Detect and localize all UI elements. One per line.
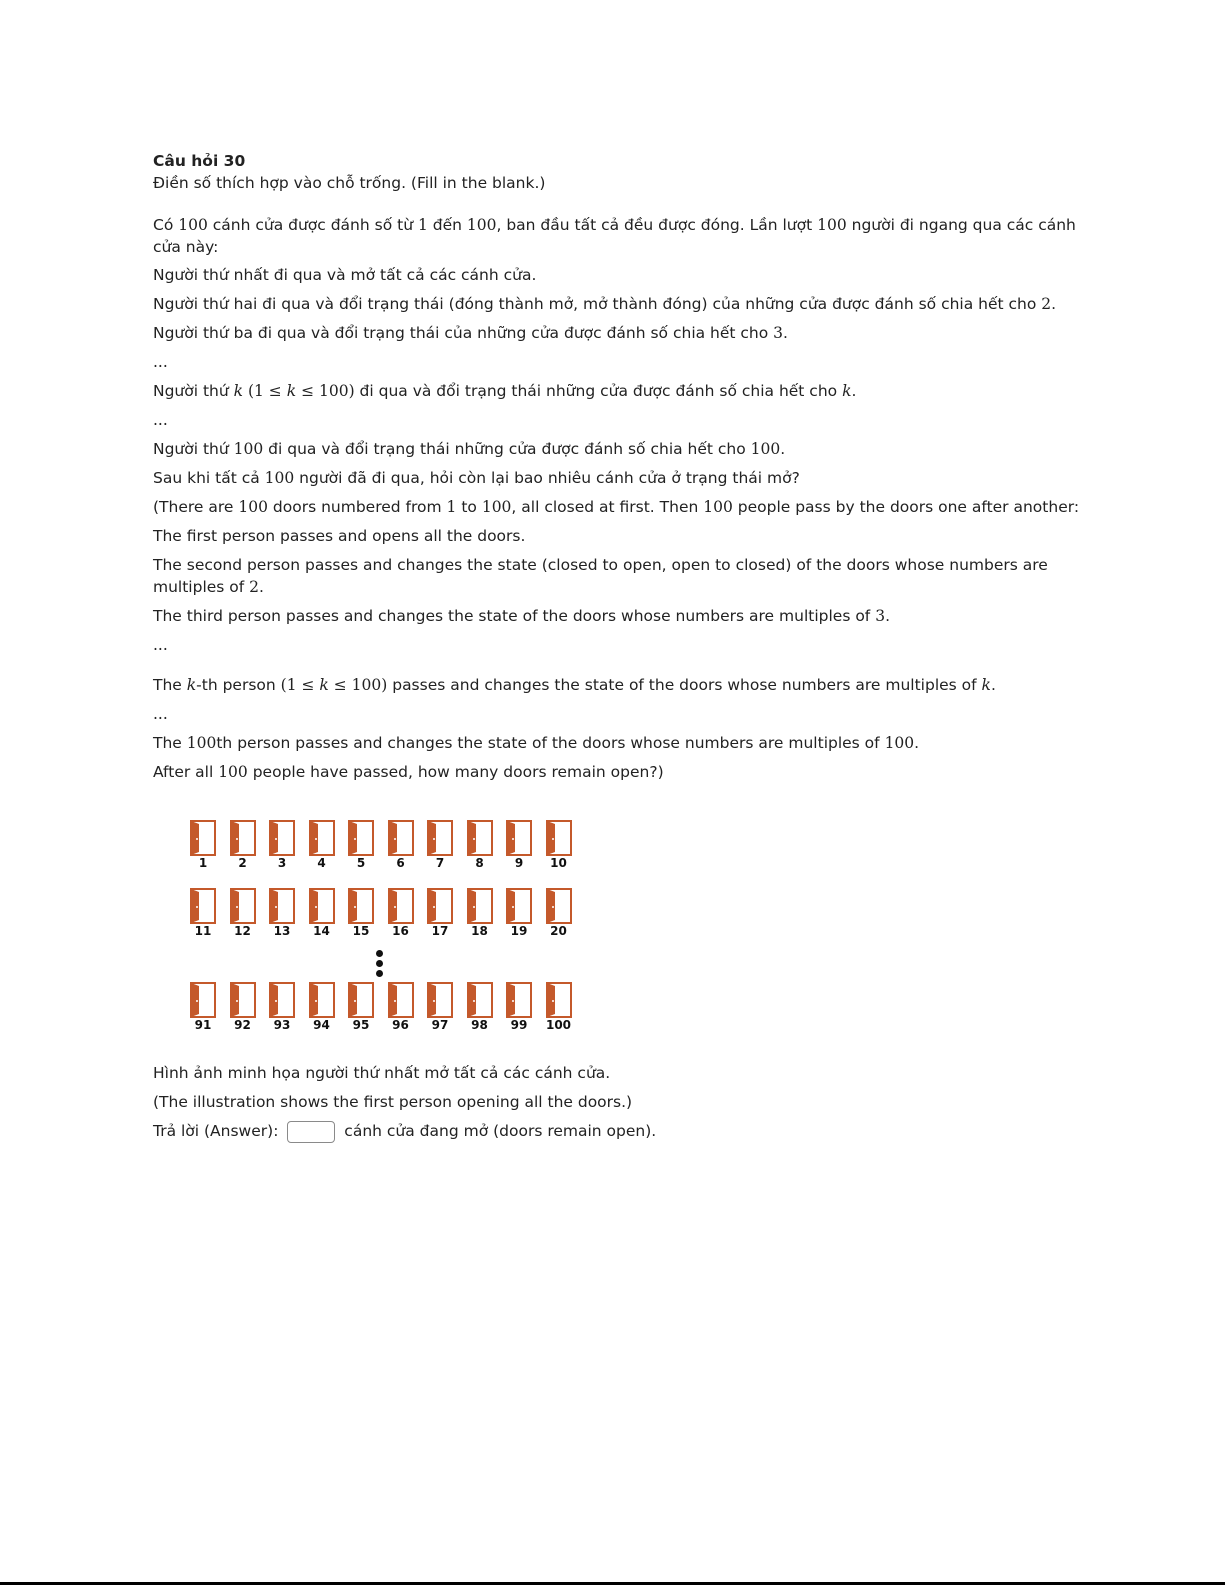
- en-question: After all 100 people have passed, how many doors remain open?): [153, 763, 664, 781]
- door-number: 93: [273, 1018, 291, 1032]
- en-person-2-line-1: The second person passes and changes the state (closed to open, open to closed) of the doors whose numbers are: [153, 556, 1048, 574]
- open-door-icon: [269, 982, 295, 1032]
- door-number: 13: [273, 924, 291, 938]
- question-title: Câu hỏi 30: [153, 152, 246, 170]
- open-door-icon: [190, 820, 216, 870]
- door-number: 15: [352, 924, 370, 938]
- open-door-icon: [348, 820, 374, 870]
- door-number: 94: [313, 1018, 330, 1032]
- door-number: 98: [471, 1018, 488, 1032]
- door-number: 16: [392, 924, 409, 938]
- vi-intro-line-2: cửa này:: [153, 238, 219, 256]
- door-number: 7: [435, 856, 445, 870]
- vi-person-100: Người thứ 100 đi qua và đổi trạng thái những cửa được đánh số chia hết cho 100.: [153, 440, 786, 458]
- door-number: 19: [510, 924, 528, 938]
- door-number: 18: [471, 924, 488, 938]
- open-door-icon: [467, 888, 493, 938]
- open-door-icon: [388, 820, 414, 870]
- answer-input[interactable]: [287, 1121, 335, 1143]
- answer-prefix: Trả lời (Answer):: [153, 1122, 279, 1140]
- door-number: 5: [356, 856, 366, 870]
- door-number: 11: [194, 924, 212, 938]
- open-door-icon: [230, 888, 256, 938]
- answer-row: [153, 1120, 656, 1143]
- open-door-icon: [309, 982, 335, 1032]
- open-door-icon: [190, 982, 216, 1032]
- open-door-icon: [309, 888, 335, 938]
- en-person-1: The first person passes and opens all the doors.: [153, 527, 526, 545]
- door-number: 96: [392, 1018, 409, 1032]
- open-door-icon: [546, 982, 572, 1032]
- door-number: 91: [194, 1018, 212, 1032]
- door-number: 6: [396, 856, 405, 870]
- open-door-icon: [348, 888, 374, 938]
- doors-illustration: [190, 820, 590, 1040]
- vi-ellipsis-1: ...: [153, 353, 168, 371]
- open-door-icon: [546, 888, 572, 938]
- door-number: 100: [545, 1018, 572, 1032]
- answer-suffix: cánh cửa đang mở (doors remain open).: [344, 1122, 657, 1140]
- door-number: 99: [510, 1018, 528, 1032]
- door-number: 97: [431, 1018, 449, 1032]
- vi-person-3: Người thứ ba đi qua và đổi trạng thái của những cửa được đánh số chia hết cho 3.: [153, 324, 788, 342]
- open-door-icon: [269, 820, 295, 870]
- figure-caption-vi: Hình ảnh minh họa người thứ nhất mở tất cả các cánh cửa.: [153, 1064, 611, 1082]
- open-door-icon: [427, 820, 453, 870]
- open-door-icon: [230, 820, 256, 870]
- door-number: 12: [234, 924, 251, 938]
- open-door-icon: [388, 888, 414, 938]
- open-door-icon: [427, 888, 453, 938]
- open-door-icon: [467, 820, 493, 870]
- door-number: 4: [317, 856, 326, 870]
- door-number: 3: [277, 856, 287, 870]
- door-number: 20: [550, 924, 567, 938]
- vi-person-k: Người thứ k (1 ≤ k ≤ 100) đi qua và đổi trạng thái những cửa được đánh số chia hết cho k.: [153, 382, 857, 400]
- open-door-icon: [506, 820, 532, 870]
- door-number: 8: [475, 856, 484, 870]
- open-door-icon: [506, 982, 532, 1032]
- open-door-icon: [506, 888, 532, 938]
- door-number: 1: [198, 856, 208, 870]
- open-door-icon: [388, 982, 414, 1032]
- vi-person-1: Người thứ nhất đi qua và mở tất cả các cánh cửa.: [153, 266, 537, 284]
- en-ellipsis-1: ...: [153, 636, 168, 654]
- door-number: 9: [514, 856, 524, 870]
- open-door-icon: [427, 982, 453, 1032]
- en-ellipsis-2: ...: [153, 705, 168, 723]
- vertical-ellipsis-icon: [376, 950, 386, 980]
- vi-question: Sau khi tất cả 100 người đã đi qua, hỏi còn lại bao nhiêu cánh cửa ở trạng thái mở?: [153, 469, 800, 487]
- en-intro: (There are 100 doors numbered from 1 to 100, all closed at first. Then 100 people pass by the doors one after another:: [153, 498, 1080, 516]
- open-door-icon: [309, 820, 335, 870]
- open-door-icon: [348, 982, 374, 1032]
- question-content: [153, 150, 1080, 783]
- open-door-icon: [230, 982, 256, 1032]
- question-instruction: Điền số thích hợp vào chỗ trống. (Fill in the blank.): [153, 174, 546, 192]
- vi-ellipsis-2: ...: [153, 411, 168, 429]
- open-door-icon: [467, 982, 493, 1032]
- open-door-icon: [190, 888, 216, 938]
- en-person-100: The 100th person passes and changes the state of the doors whose numbers are multiples of 100.: [153, 734, 920, 752]
- door-number: 10: [550, 856, 567, 870]
- en-person-k: The k-th person (1 ≤ k ≤ 100) passes and changes the state of the doors whose numbers are multiples of k.: [153, 676, 996, 694]
- en-person-3: The third person passes and changes the state of the doors whose numbers are multiples of 3.: [153, 607, 891, 625]
- door-number: 17: [431, 924, 449, 938]
- door-number: 2: [238, 856, 247, 870]
- vi-intro-line-1: Có 100 cánh cửa được đánh số từ 1 đến 100, ban đầu tất cả đều được đóng. Lần lượt 100 người đi ngang qua các cánh: [153, 216, 1076, 234]
- door-number: 92: [234, 1018, 251, 1032]
- open-door-icon: [269, 888, 295, 938]
- vi-person-2: Người thứ hai đi qua và đổi trạng thái (đóng thành mở, mở thành đóng) của những cửa được đánh số chia hết cho 2.: [153, 295, 1057, 313]
- open-door-icon: [546, 820, 572, 870]
- figure-caption-en: (The illustration shows the first person opening all the doors.): [153, 1093, 633, 1111]
- door-number: 95: [352, 1018, 370, 1032]
- door-number: 14: [313, 924, 330, 938]
- en-person-2-line-2: multiples of 2.: [153, 578, 264, 596]
